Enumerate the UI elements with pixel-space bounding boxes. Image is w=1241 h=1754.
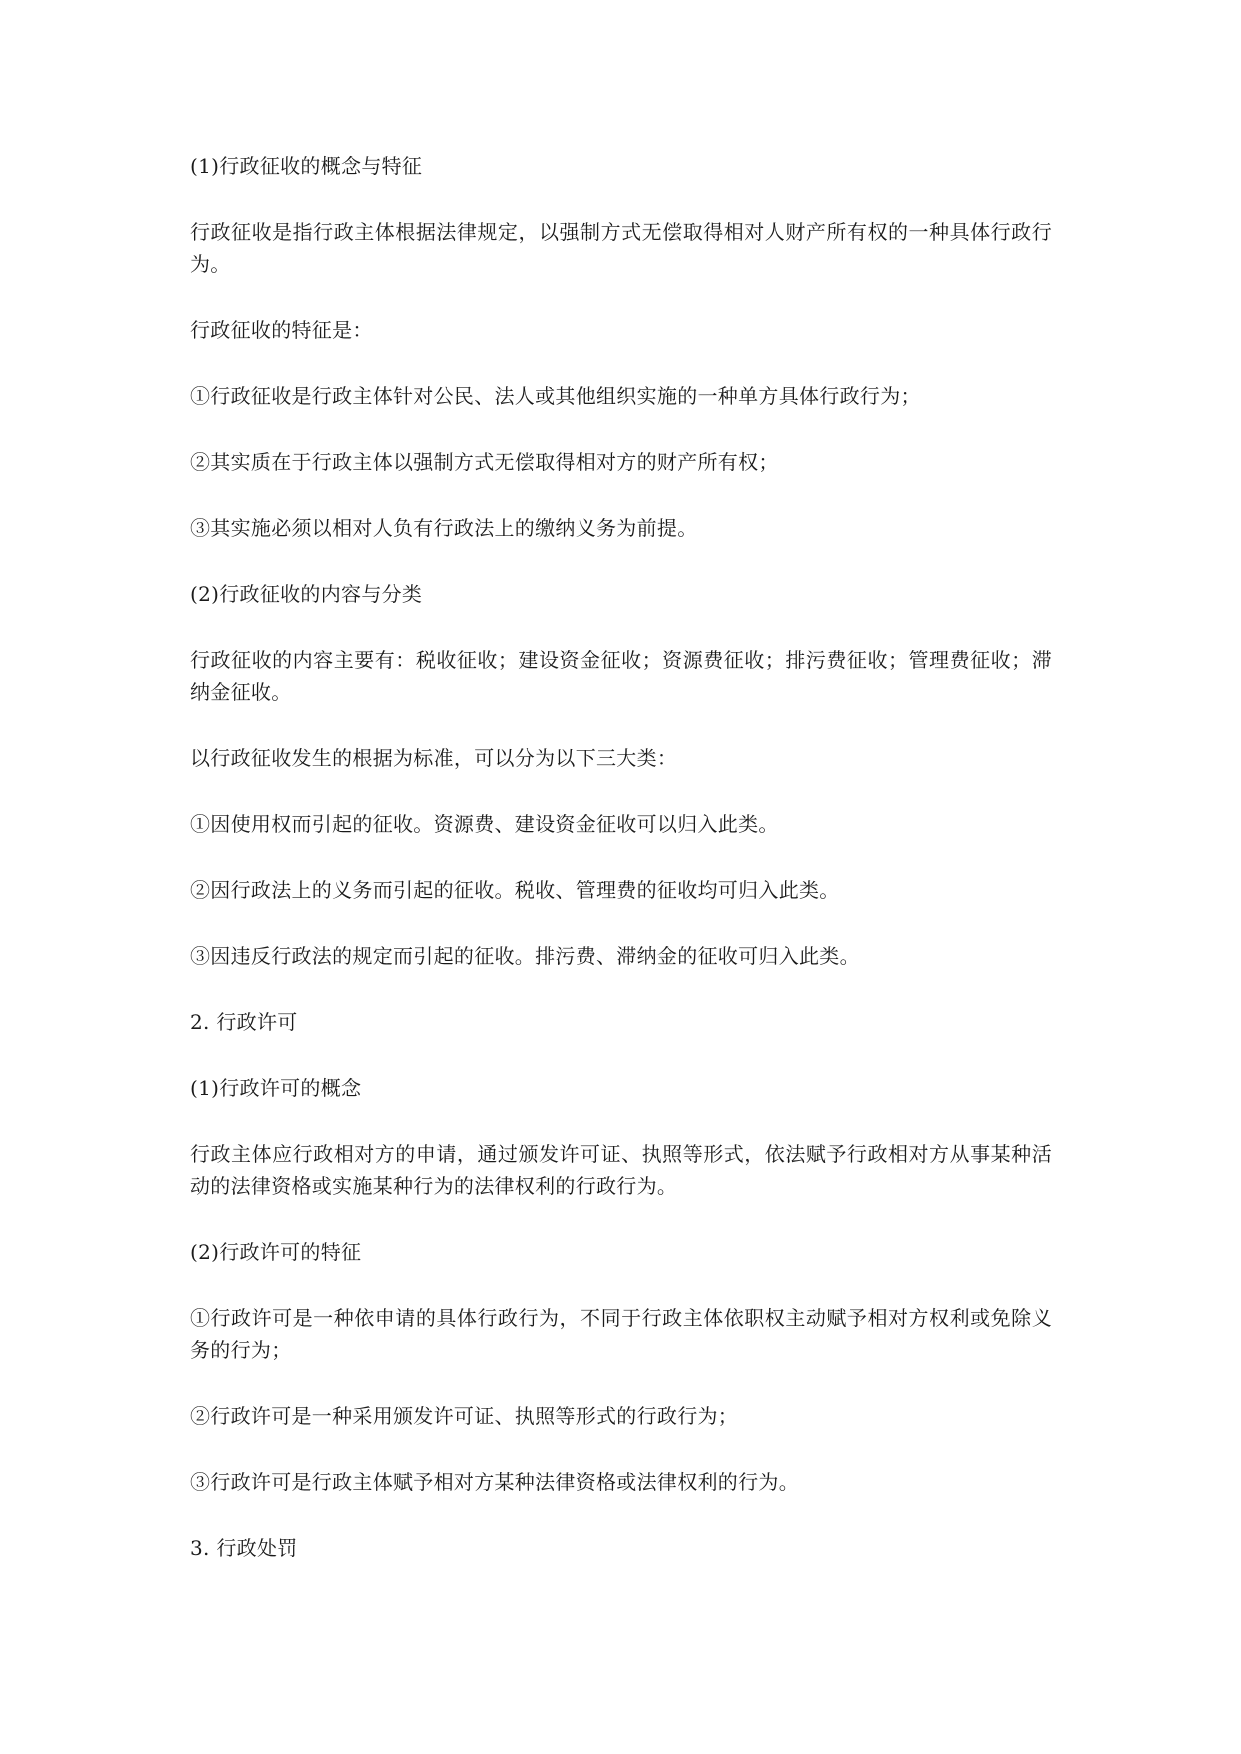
chapter-heading: 3. 行政处罚 (190, 1536, 298, 1560)
section-heading: (2)行政许可的特征 (190, 1240, 362, 1264)
paragraph: 行政征收的内容主要有：税收征收；建设资金征收；资源费征收；排污费征收；管理费征收；滞纳金征收。 (190, 648, 1052, 704)
paragraph: 行政主体应行政相对方的申请，通过颁发许可证、执照等形式，依法赋予行政相对方从事某种活动的法律资格或实施某种行为的法律权利的行政行为。 (190, 1142, 1052, 1198)
list-item: ①行政许可是一种依申请的具体行政行为，不同于行政主体依职权主动赋予相对方权利或免除义务的行为； (190, 1306, 1052, 1362)
document-body (190, 150, 1052, 1598)
list-item: ②其实质在于行政主体以强制方式无偿取得相对方的财产所有权； (190, 450, 779, 474)
list-item: ①行政征收是行政主体针对公民、法人或其他组织实施的一种单方具体行政行为； (190, 384, 921, 408)
chapter-heading: 2. 行政许可 (190, 1010, 298, 1034)
list-item: ③因违反行政法的规定而引起的征收。排污费、滞纳金的征收可归入此类。 (190, 944, 860, 968)
paragraph: 行政征收是指行政主体根据法律规定，以强制方式无偿取得相对人财产所有权的一种具体行政行为。 (190, 220, 1052, 276)
list-item: ③行政许可是行政主体赋予相对方某种法律资格或法律权利的行为。 (190, 1470, 799, 1494)
list-item: ②行政许可是一种采用颁发许可证、执照等形式的行政行为； (190, 1404, 739, 1428)
list-item: ②因行政法上的义务而引起的征收。税收、管理费的征收均可归入此类。 (190, 878, 840, 902)
list-item: ③其实施必须以相对人负有行政法上的缴纳义务为前提。 (190, 516, 698, 540)
section-heading: (1)行政许可的概念 (190, 1076, 362, 1100)
section-heading: (2)行政征收的内容与分类 (190, 582, 423, 606)
list-item: ①因使用权而引起的征收。资源费、建设资金征收可以归入此类。 (190, 812, 779, 836)
paragraph: 行政征收的特征是： (190, 318, 373, 342)
section-heading: (1)行政征收的概念与特征 (190, 154, 423, 178)
paragraph: 以行政征收发生的根据为标准，可以分为以下三大类： (190, 746, 678, 770)
